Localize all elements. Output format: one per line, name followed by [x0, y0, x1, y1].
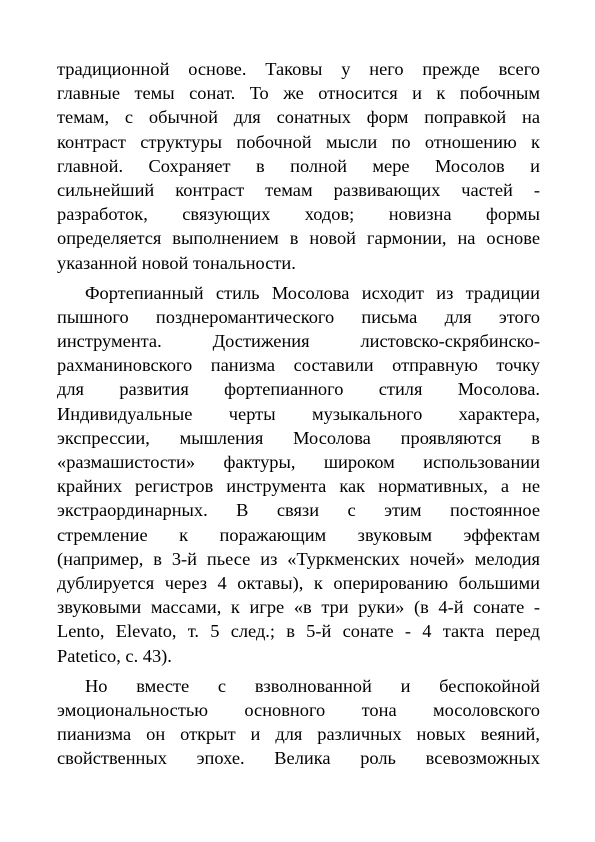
paragraph-1 — [57, 57, 540, 275]
document-page — [57, 57, 540, 770]
text-line: пышного позднеромантического письма для этого — [57, 306, 540, 327]
text-line: крайних регистров инструмента как нормативных, а не — [57, 476, 540, 497]
text-line: определяется выполнением в новой гармонии, на основе — [57, 228, 540, 249]
text-line: стремление к поражающим звуковым эффектам — [57, 524, 540, 545]
text-line: сильнейший контраст темам развивающих частей - — [57, 179, 540, 200]
text-line: «размашистости» фактуры, широком использовании — [57, 452, 540, 472]
paragraph-3 — [57, 674, 540, 771]
text-line: главной. Сохраняет в полной мере Мосолов и — [57, 155, 540, 176]
text-line: темам, с обычной для сонатных форм поправкой на — [57, 107, 540, 128]
text-line: главные темы сонат. То же относится и к побочным — [57, 83, 540, 104]
text-line: (например, в 3-й пьесе из «Туркменских ночей» мелодия — [57, 548, 540, 569]
text-line: рахманиновского панизма составили отправную точку — [57, 355, 540, 376]
text-line: звуковыми массами, к игре «в три руки» (в 4-й сонате - — [57, 597, 540, 618]
text-line: для развития фортепианного стиля Мосолова. — [57, 379, 540, 400]
text-line: указанной новой тональности. — [57, 252, 296, 273]
paragraph-2 — [57, 281, 540, 668]
text-line: дублируется через 4 октавы), к оперированию большими — [57, 572, 540, 593]
text-line: Lento, Elevato, т. 5 след.; в 5-й сонате - 4 такта перед — [57, 621, 540, 642]
text-line: экстраординарных. В связи с этим постоянное — [57, 500, 540, 521]
text-line: Но вместе с взволнованной и беспокойной — [85, 675, 540, 696]
text-line: свойственных эпохе. Велика роль всевозможных — [57, 748, 540, 769]
text-line: пианизма он открыт и для различных новых веяний, — [57, 724, 540, 745]
text-line: эмоциональностью основного тона мосоловского — [57, 699, 540, 720]
text-line: Patetico, с. 43). — [57, 645, 172, 666]
text-line: контраст структуры побочной мысли по отношению к — [57, 131, 540, 152]
text-line: традиционной основе. Таковы у него прежде всего — [57, 59, 540, 79]
text-line: Фортепианный стиль Мосолова исходит из традиции — [85, 282, 540, 303]
text-line: экспрессии, мышления Мосолова проявляются в — [57, 427, 540, 448]
text-line: инструмента. Достижения листовско-скрябинско- — [57, 331, 540, 352]
text-line: Индивидуальные черты музыкального характера, — [57, 403, 540, 424]
text-line: разработок, связующих ходов; новизна формы — [57, 204, 540, 225]
